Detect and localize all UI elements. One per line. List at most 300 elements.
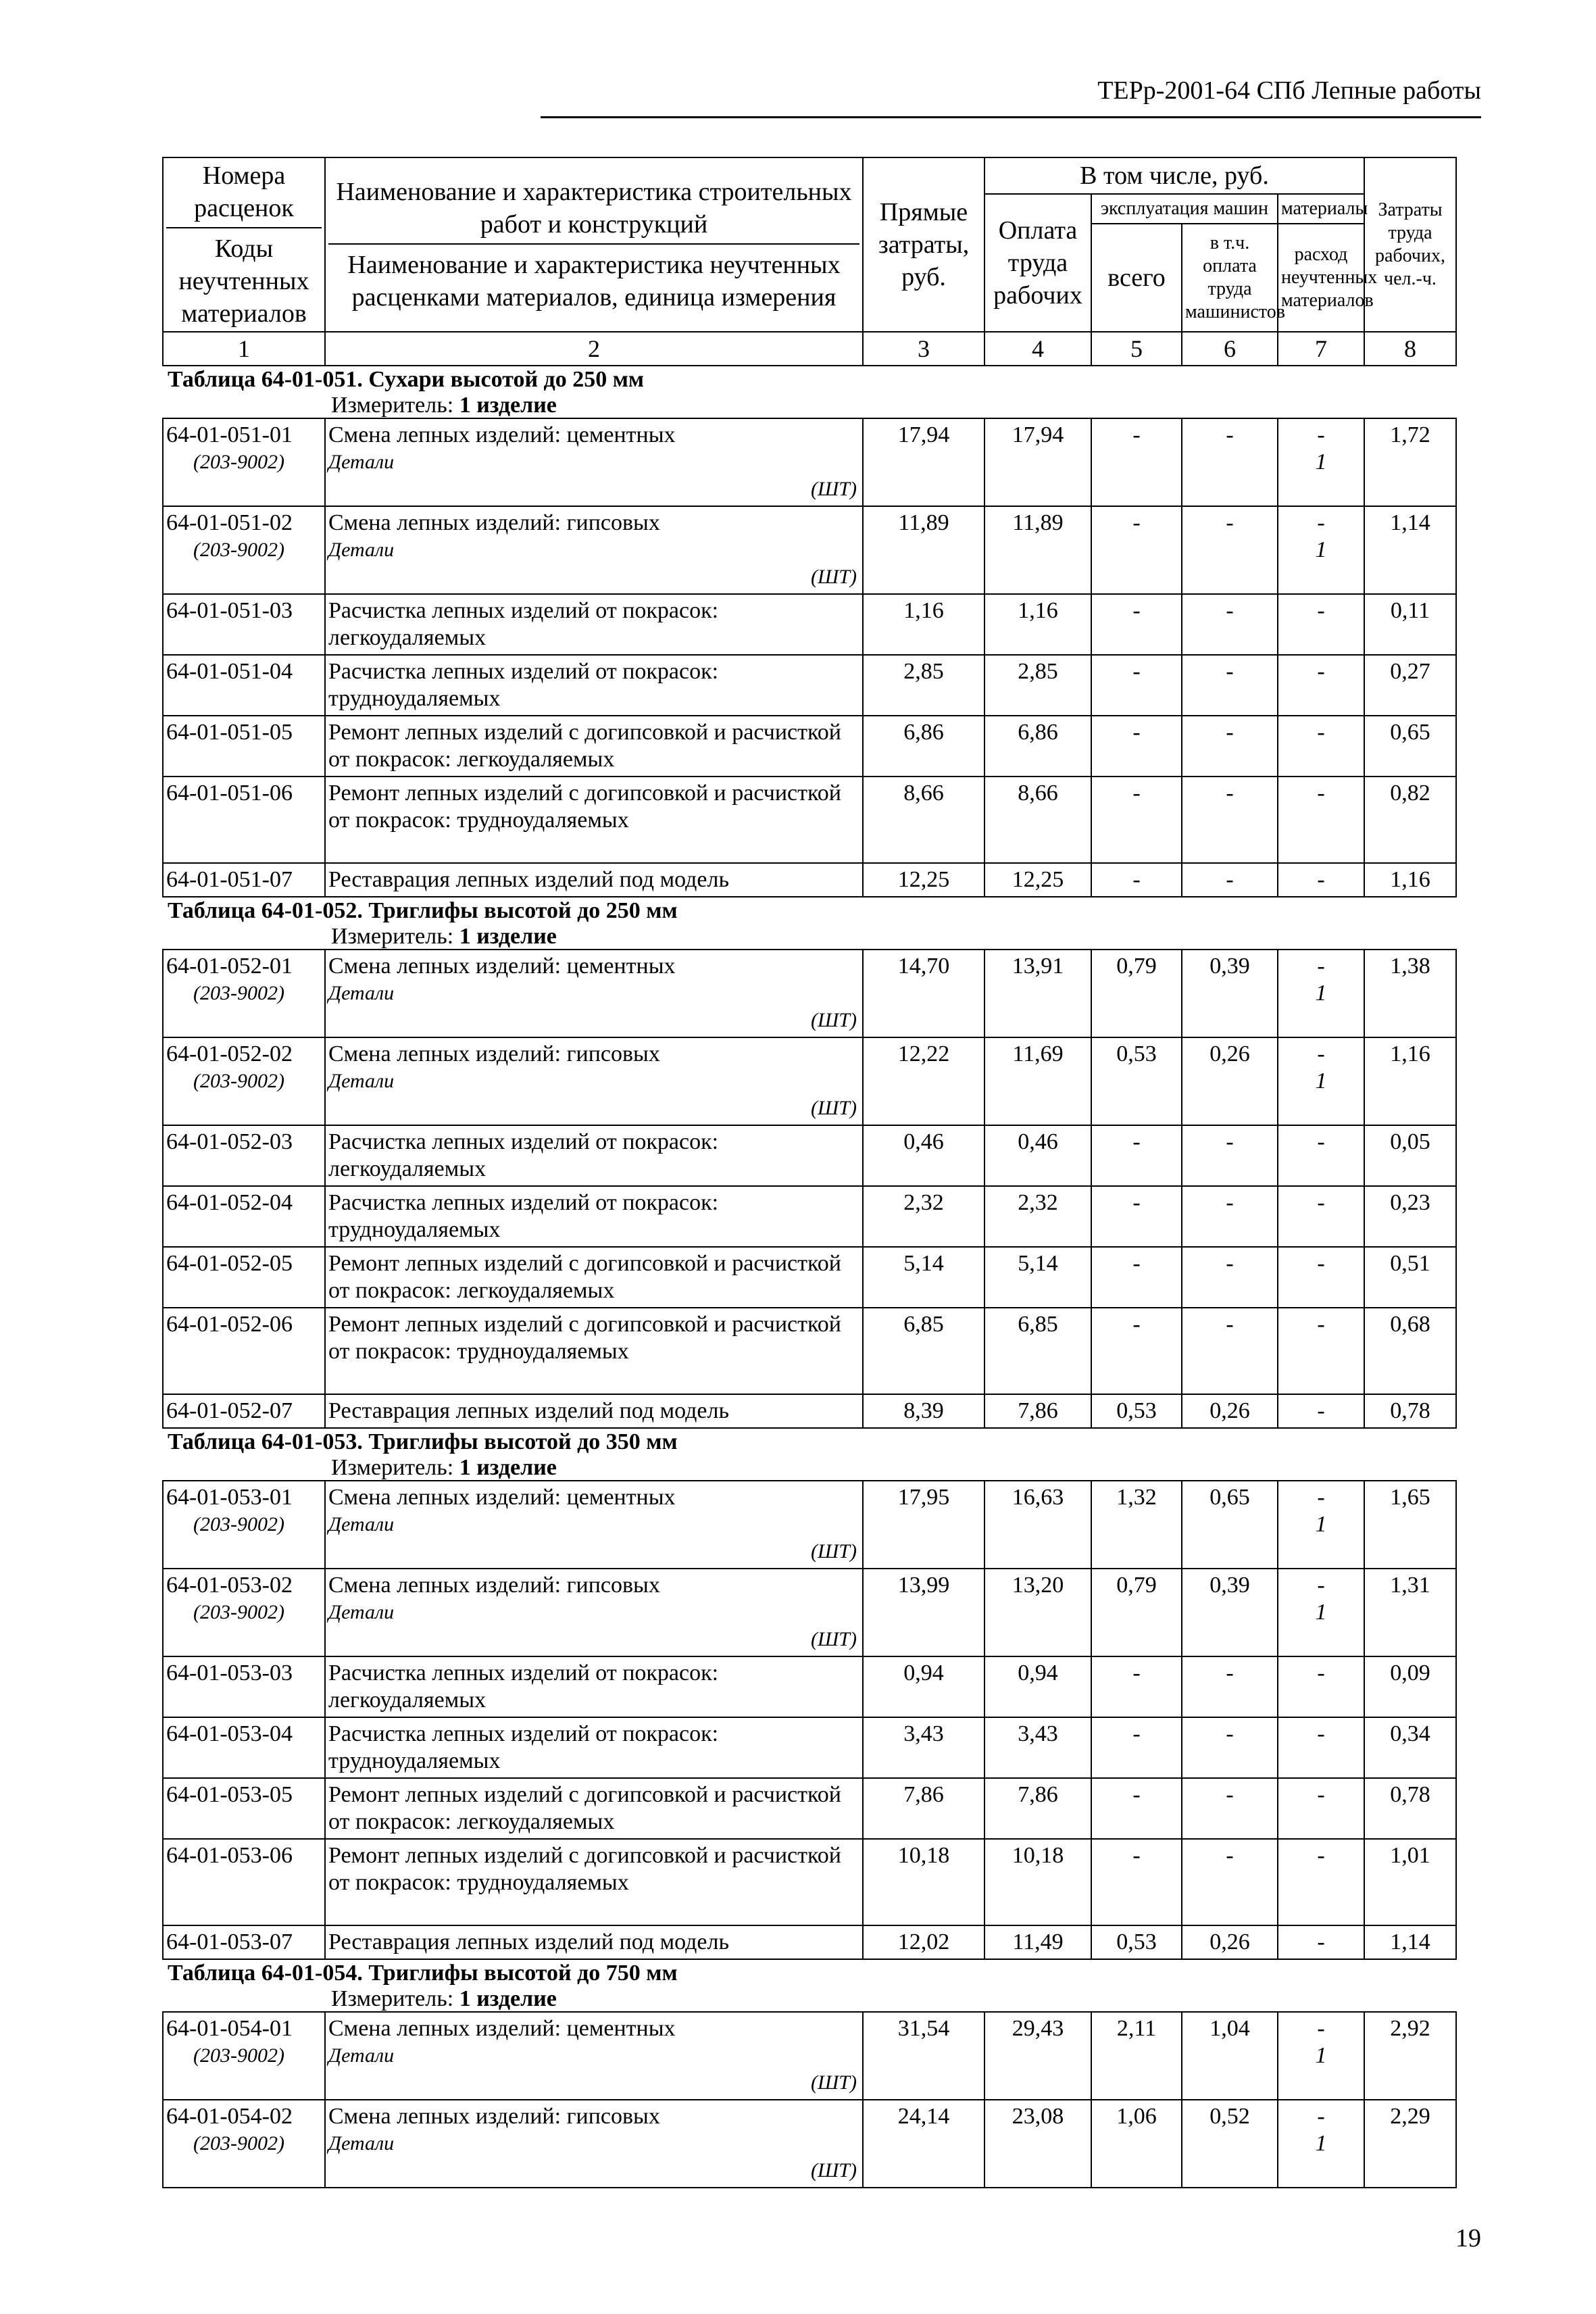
value-c3: 1,16: [863, 594, 984, 655]
value-c8: 1,01: [1364, 1839, 1456, 1925]
column-numbers-row: [163, 332, 1456, 366]
rate-code: 64-01-052-06: [166, 1312, 293, 1337]
value-c3: 11,89: [863, 506, 984, 594]
work-name: Расчистка лепных изделий от покрасок: легкоудаляемых: [328, 1129, 719, 1181]
value-c7: [1278, 1839, 1364, 1925]
work-name-cell: [325, 418, 863, 506]
value-c4: 1,16: [984, 594, 1091, 655]
col1-bottom: Коды неучтенных материалов: [178, 235, 309, 328]
value-c7-main: -: [1317, 659, 1325, 684]
section-table: [162, 2011, 1457, 2188]
material-name: Детали: [328, 1601, 395, 1623]
table-row: [163, 950, 1456, 1037]
value-c6: -: [1182, 1717, 1278, 1778]
value-c8: 1,16: [1364, 863, 1456, 897]
value-c7-main: -: [1317, 422, 1325, 447]
work-name-cell: [325, 950, 863, 1037]
value-c3: 8,66: [863, 777, 984, 863]
section-table: [162, 418, 1457, 897]
value-c3: 17,95: [863, 1481, 984, 1569]
col2-top: Наименование и характеристика строительных работ и конструкций: [328, 176, 859, 245]
value-c6: -: [1182, 863, 1278, 897]
material-name: Детали: [328, 1513, 395, 1535]
value-c7-main: -: [1317, 1573, 1325, 1598]
value-c3: 17,94: [863, 418, 984, 506]
work-name-cell: [325, 655, 863, 716]
value-c7: [1278, 1569, 1364, 1656]
table-caption: Таблица 64-01-052. Триглифы высотой до 250 мм: [168, 898, 678, 923]
value-c8: 0,78: [1364, 1778, 1456, 1839]
col-header-materials: материалы: [1278, 194, 1364, 224]
rate-code-cell: [163, 863, 325, 897]
work-name: Смена лепных изделий: цементных: [328, 954, 676, 979]
value-c8: 0,34: [1364, 1717, 1456, 1778]
value-c7: [1278, 594, 1364, 655]
work-name: Расчистка лепных изделий от покрасок: легкоудаляемых: [328, 598, 719, 650]
material-unit: (ШТ): [811, 1628, 857, 1650]
value-c7: [1278, 2100, 1364, 2188]
rate-code: 64-01-054-02: [166, 2104, 293, 2129]
value-c7: [1278, 1037, 1364, 1125]
value-c7-main: -: [1317, 598, 1325, 623]
value-c4: 11,89: [984, 506, 1091, 594]
value-c7-main: -: [1317, 2104, 1325, 2129]
work-name: Смена лепных изделий: цементных: [328, 2016, 676, 2041]
value-c8: 0,23: [1364, 1186, 1456, 1247]
value-c7: [1278, 1394, 1364, 1428]
material-unit: (ШТ): [811, 2159, 857, 2182]
rate-code: 64-01-051-07: [166, 867, 293, 892]
value-c6: -: [1182, 1778, 1278, 1839]
work-name-cell: [325, 1247, 863, 1308]
rate-code: 64-01-051-06: [166, 781, 293, 806]
value-c5: -: [1091, 1839, 1182, 1925]
value-c6: 0,26: [1182, 1394, 1278, 1428]
section-table: [162, 1480, 1457, 1960]
measure-value: 1 изделие: [459, 924, 557, 949]
material-code: (203-9002): [193, 2044, 284, 2067]
rate-code-cell: [163, 1717, 325, 1778]
table-row: [163, 506, 1456, 594]
section-table: [162, 949, 1457, 1429]
material-name: Детали: [328, 2132, 395, 2155]
value-c8: 2,29: [1364, 2100, 1456, 2188]
work-name-cell: [325, 1481, 863, 1569]
work-name: Ремонт лепных изделий с догипсовкой и расчисткой от покрасок: легкоудаляемых: [328, 720, 841, 772]
value-c3: 12,25: [863, 863, 984, 897]
value-c3: 2,32: [863, 1186, 984, 1247]
measure-label: Измеритель:: [331, 924, 454, 949]
value-c7-main: -: [1317, 1660, 1325, 1685]
value-c6: -: [1182, 716, 1278, 777]
page-number: 19: [1455, 2224, 1481, 2253]
value-c8: 0,65: [1364, 716, 1456, 777]
table-section: [162, 1960, 1455, 2188]
value-c7-main: -: [1317, 1843, 1325, 1868]
rate-code: 64-01-051-03: [166, 598, 293, 623]
measure-line: [162, 925, 1455, 949]
col-header-material-use: расход неучтенных материалов: [1278, 224, 1364, 332]
rate-code: 64-01-052-07: [166, 1398, 293, 1423]
value-c3: 24,14: [863, 2100, 984, 2188]
value-c5: -: [1091, 1656, 1182, 1717]
value-c3: 0,94: [863, 1656, 984, 1717]
work-name-cell: [325, 1308, 863, 1394]
col-number: 2: [325, 332, 863, 366]
value-c4: 23,08: [984, 2100, 1091, 2188]
value-c3: 5,14: [863, 1247, 984, 1308]
work-name: Ремонт лепных изделий с догипсовкой и расчисткой от покрасок: легкоудаляемых: [328, 1251, 841, 1303]
value-c4: 7,86: [984, 1394, 1091, 1428]
value-c6: -: [1182, 1308, 1278, 1394]
value-c7-main: -: [1317, 720, 1325, 745]
value-c7-main: -: [1317, 1398, 1325, 1423]
value-c5: -: [1091, 655, 1182, 716]
material-consumption: 1: [1315, 537, 1327, 562]
work-name-cell: [325, 594, 863, 655]
value-c8: 1,31: [1364, 1569, 1456, 1656]
work-name-cell: [325, 1778, 863, 1839]
material-code: (203-9002): [193, 1513, 284, 1535]
value-c8: 0,27: [1364, 655, 1456, 716]
measure-label: Измеритель:: [331, 1986, 454, 2011]
value-c5: -: [1091, 1717, 1182, 1778]
material-consumption: 1: [1315, 981, 1327, 1006]
material-unit: (ШТ): [811, 478, 857, 500]
value-c5: 0,53: [1091, 1394, 1182, 1428]
value-c4: 6,85: [984, 1308, 1091, 1394]
value-c6: 0,39: [1182, 1569, 1278, 1656]
value-c5: 1,32: [1091, 1481, 1182, 1569]
value-c3: 31,54: [863, 2012, 984, 2100]
material-unit: (ШТ): [811, 1009, 857, 1031]
rate-code: 64-01-051-05: [166, 720, 293, 745]
table-section: [162, 1429, 1455, 1960]
table-row: [163, 1656, 1456, 1717]
rate-code-cell: [163, 1569, 325, 1656]
col-number: 8: [1364, 332, 1456, 366]
value-c5: -: [1091, 1247, 1182, 1308]
value-c3: 2,85: [863, 655, 984, 716]
rate-code: 64-01-053-02: [166, 1573, 293, 1598]
work-name-cell: [325, 1656, 863, 1717]
value-c8: 1,14: [1364, 1925, 1456, 1959]
measure-value: 1 изделие: [459, 1455, 557, 1480]
value-c6: 0,52: [1182, 2100, 1278, 2188]
col-number: 1: [163, 332, 325, 366]
table-row: [163, 2100, 1456, 2188]
rate-code-cell: [163, 1778, 325, 1839]
value-c6: -: [1182, 1656, 1278, 1717]
rate-code: 64-01-053-07: [166, 1929, 293, 1954]
rate-code: 64-01-052-02: [166, 1041, 293, 1066]
value-c8: 0,11: [1364, 594, 1456, 655]
rate-code: 64-01-054-01: [166, 2016, 293, 2041]
work-name: Смена лепных изделий: цементных: [328, 1485, 676, 1510]
rate-code: 64-01-053-04: [166, 1721, 293, 1746]
work-name: Смена лепных изделий: гипсовых: [328, 1041, 660, 1066]
col-header-direct-costs: Прямые затраты, руб.: [863, 157, 984, 332]
rate-code-cell: [163, 594, 325, 655]
value-c7-main: -: [1317, 867, 1325, 892]
value-c5: -: [1091, 594, 1182, 655]
value-c6: -: [1182, 506, 1278, 594]
work-name: Смена лепных изделий: гипсовых: [328, 1573, 660, 1598]
value-c6: 0,65: [1182, 1481, 1278, 1569]
value-c5: 0,79: [1091, 1569, 1182, 1656]
value-c3: 13,99: [863, 1569, 984, 1656]
table-row: [163, 716, 1456, 777]
value-c7-main: -: [1317, 1485, 1325, 1510]
work-name: Реставрация лепных изделий под модель: [328, 1929, 729, 1954]
value-c7: [1278, 863, 1364, 897]
value-c8: 0,78: [1364, 1394, 1456, 1428]
material-consumption: 1: [1315, 1512, 1327, 1537]
value-c7: [1278, 506, 1364, 594]
measure-value: 1 изделие: [459, 393, 557, 418]
value-c4: 0,94: [984, 1656, 1091, 1717]
work-name: Расчистка лепных изделий от покрасок: трудноудаляемых: [328, 1190, 719, 1242]
rate-code: 64-01-053-01: [166, 1485, 293, 1510]
table-row: [163, 1481, 1456, 1569]
value-c3: 7,86: [863, 1778, 984, 1839]
value-c4: 0,46: [984, 1125, 1091, 1186]
value-c4: 5,14: [984, 1247, 1091, 1308]
value-c3: 8,39: [863, 1394, 984, 1428]
rate-code-cell: [163, 716, 325, 777]
material-code: (203-9002): [193, 2132, 284, 2155]
table-row: [163, 1247, 1456, 1308]
work-name-cell: [325, 1839, 863, 1925]
value-c5: -: [1091, 863, 1182, 897]
value-c7: [1278, 655, 1364, 716]
work-name: Смена лепных изделий: гипсовых: [328, 510, 660, 535]
work-name-cell: [325, 2012, 863, 2100]
value-c8: 0,82: [1364, 777, 1456, 863]
value-c3: 10,18: [863, 1839, 984, 1925]
rates-table: [162, 157, 1455, 2188]
rate-code: 64-01-052-03: [166, 1129, 293, 1154]
work-name-cell: [325, 506, 863, 594]
col-number: 4: [984, 332, 1091, 366]
rate-code-cell: [163, 506, 325, 594]
rate-code: 64-01-051-02: [166, 510, 293, 535]
value-c7: [1278, 950, 1364, 1037]
rate-code-cell: [163, 777, 325, 863]
work-name-cell: [325, 1569, 863, 1656]
value-c5: -: [1091, 1308, 1182, 1394]
value-c7: [1278, 1925, 1364, 1959]
value-c3: 14,70: [863, 950, 984, 1037]
rate-code-cell: [163, 655, 325, 716]
value-c6: -: [1182, 1186, 1278, 1247]
header-title: ТЕРр-2001-64 СПб Лепные работы: [1097, 76, 1481, 105]
col2-bottom: Наименование и характеристика неучтенных расценками материалов, единица измерения: [347, 251, 841, 312]
table-row: [163, 777, 1456, 863]
value-c8: 0,09: [1364, 1656, 1456, 1717]
table-caption: Таблица 64-01-051. Сухари высотой до 250 мм: [168, 367, 645, 392]
table-row: [163, 1308, 1456, 1394]
work-name: Смена лепных изделий: цементных: [328, 422, 676, 447]
value-c7-main: -: [1317, 1041, 1325, 1066]
value-c4: 11,69: [984, 1037, 1091, 1125]
value-c3: 6,86: [863, 716, 984, 777]
col-number: 3: [863, 332, 984, 366]
table-row: [163, 1925, 1456, 1959]
table-row: [163, 863, 1456, 897]
value-c4: 10,18: [984, 1839, 1091, 1925]
value-c5: 1,06: [1091, 2100, 1182, 2188]
rate-code-cell: [163, 1925, 325, 1959]
value-c7-main: -: [1317, 510, 1325, 535]
work-name: Расчистка лепных изделий от покрасок: трудноудаляемых: [328, 659, 719, 711]
value-c8: 1,16: [1364, 1037, 1456, 1125]
value-c8: 0,05: [1364, 1125, 1456, 1186]
rate-code: 64-01-053-03: [166, 1660, 293, 1685]
value-c7-main: -: [1317, 781, 1325, 806]
value-c5: 0,53: [1091, 1037, 1182, 1125]
rate-code: 64-01-052-04: [166, 1190, 293, 1215]
value-c6: -: [1182, 594, 1278, 655]
work-name: Ремонт лепных изделий с догипсовкой и расчисткой от покрасок: трудноудаляемых: [328, 1312, 841, 1364]
value-c7-main: -: [1317, 1782, 1325, 1807]
value-c3: 0,46: [863, 1125, 984, 1186]
value-c7-main: -: [1317, 1312, 1325, 1337]
work-name-cell: [325, 1037, 863, 1125]
value-c8: 2,92: [1364, 2012, 1456, 2100]
col-number: 6: [1182, 332, 1278, 366]
value-c6: -: [1182, 1247, 1278, 1308]
table-row: [163, 1778, 1456, 1839]
value-c5: -: [1091, 1778, 1182, 1839]
material-consumption: 1: [1315, 1600, 1327, 1625]
work-name-cell: [325, 1394, 863, 1428]
material-unit: (ШТ): [811, 566, 857, 588]
value-c8: 1,72: [1364, 418, 1456, 506]
material-code: (203-9002): [193, 1601, 284, 1623]
value-c7: [1278, 1308, 1364, 1394]
value-c6: 1,04: [1182, 2012, 1278, 2100]
value-c5: 0,53: [1091, 1925, 1182, 1959]
value-c4: 7,86: [984, 1778, 1091, 1839]
table-section: [162, 897, 1455, 1429]
material-consumption: 1: [1315, 2043, 1327, 2068]
rate-code-cell: [163, 2012, 325, 2100]
value-c7-main: -: [1317, 2016, 1325, 2041]
table-row: [163, 1839, 1456, 1925]
work-name: Смена лепных изделий: гипсовых: [328, 2104, 660, 2129]
material-consumption: 1: [1315, 2131, 1327, 2156]
value-c7: [1278, 1247, 1364, 1308]
value-c7: [1278, 1717, 1364, 1778]
col-header-wages: Оплата труда рабочих: [984, 194, 1091, 332]
table-row: [163, 418, 1456, 506]
rate-code-cell: [163, 2100, 325, 2188]
work-name-cell: [325, 863, 863, 897]
value-c7: [1278, 777, 1364, 863]
rate-code-cell: [163, 1839, 325, 1925]
value-c7: [1278, 716, 1364, 777]
col-header-machines-total: всего: [1091, 224, 1182, 332]
material-name: Детали: [328, 539, 395, 561]
col-header-machines: эксплуатация машин: [1091, 194, 1278, 224]
value-c6: 0,39: [1182, 950, 1278, 1037]
col-header-name: [325, 157, 863, 332]
value-c3: 6,85: [863, 1308, 984, 1394]
table-row: [163, 1569, 1456, 1656]
value-c7-main: -: [1317, 1251, 1325, 1276]
rate-code-cell: [163, 950, 325, 1037]
table-caption: Таблица 64-01-054. Триглифы высотой до 750 мм: [168, 1961, 678, 1986]
col-number: 5: [1091, 332, 1182, 366]
material-code: (203-9002): [193, 1070, 284, 1092]
work-name: Ремонт лепных изделий с догипсовкой и расчисткой от покрасок: легкоудаляемых: [328, 1782, 841, 1834]
value-c5: -: [1091, 418, 1182, 506]
value-c5: -: [1091, 777, 1182, 863]
value-c7-main: -: [1317, 1721, 1325, 1746]
value-c3: 3,43: [863, 1717, 984, 1778]
rate-code: 64-01-051-04: [166, 659, 293, 684]
value-c4: 13,20: [984, 1569, 1091, 1656]
material-unit: (ШТ): [811, 1540, 857, 1562]
value-c8: 1,65: [1364, 1481, 1456, 1569]
measure-value: 1 изделие: [459, 1986, 557, 2011]
material-code: (203-9002): [193, 982, 284, 1004]
table-section: [162, 366, 1455, 897]
work-name-cell: [325, 777, 863, 863]
col-header-group: В том числе, руб.: [984, 157, 1364, 194]
col1-top: Номера расценок: [166, 159, 322, 228]
value-c4: 16,63: [984, 1481, 1091, 1569]
work-name: Ремонт лепных изделий с догипсовкой и расчисткой от покрасок: трудноудаляемых: [328, 781, 841, 833]
material-unit: (ШТ): [811, 1097, 857, 1119]
value-c4: 29,43: [984, 2012, 1091, 2100]
work-name-cell: [325, 1186, 863, 1247]
value-c6: -: [1182, 1839, 1278, 1925]
measure-label: Измеритель:: [331, 1455, 454, 1480]
value-c7: [1278, 1778, 1364, 1839]
value-c4: 3,43: [984, 1717, 1091, 1778]
table-row: [163, 1717, 1456, 1778]
value-c4: 2,32: [984, 1186, 1091, 1247]
work-name: Реставрация лепных изделий под модель: [328, 867, 729, 892]
work-name: Реставрация лепных изделий под модель: [328, 1398, 729, 1423]
material-name: Детали: [328, 1070, 395, 1092]
value-c5: -: [1091, 1125, 1182, 1186]
material-consumption: 1: [1315, 449, 1327, 474]
value-c4: 12,25: [984, 863, 1091, 897]
material-code: (203-9002): [193, 451, 284, 473]
value-c6: -: [1182, 655, 1278, 716]
rate-code-cell: [163, 1308, 325, 1394]
work-name-cell: [325, 716, 863, 777]
table-sections: [162, 366, 1455, 2188]
value-c8: 1,38: [1364, 950, 1456, 1037]
material-name: Детали: [328, 2044, 395, 2067]
measure-line: [162, 393, 1455, 418]
value-c4: 13,91: [984, 950, 1091, 1037]
col-header-codes: [163, 157, 325, 332]
rate-code: 64-01-052-01: [166, 954, 293, 979]
value-c5: -: [1091, 1186, 1182, 1247]
value-c6: -: [1182, 418, 1278, 506]
value-c7: [1278, 2012, 1364, 2100]
value-c4: 6,86: [984, 716, 1091, 777]
value-c4: 17,94: [984, 418, 1091, 506]
table-row: [163, 1037, 1456, 1125]
value-c6: -: [1182, 1125, 1278, 1186]
rate-code-cell: [163, 1394, 325, 1428]
